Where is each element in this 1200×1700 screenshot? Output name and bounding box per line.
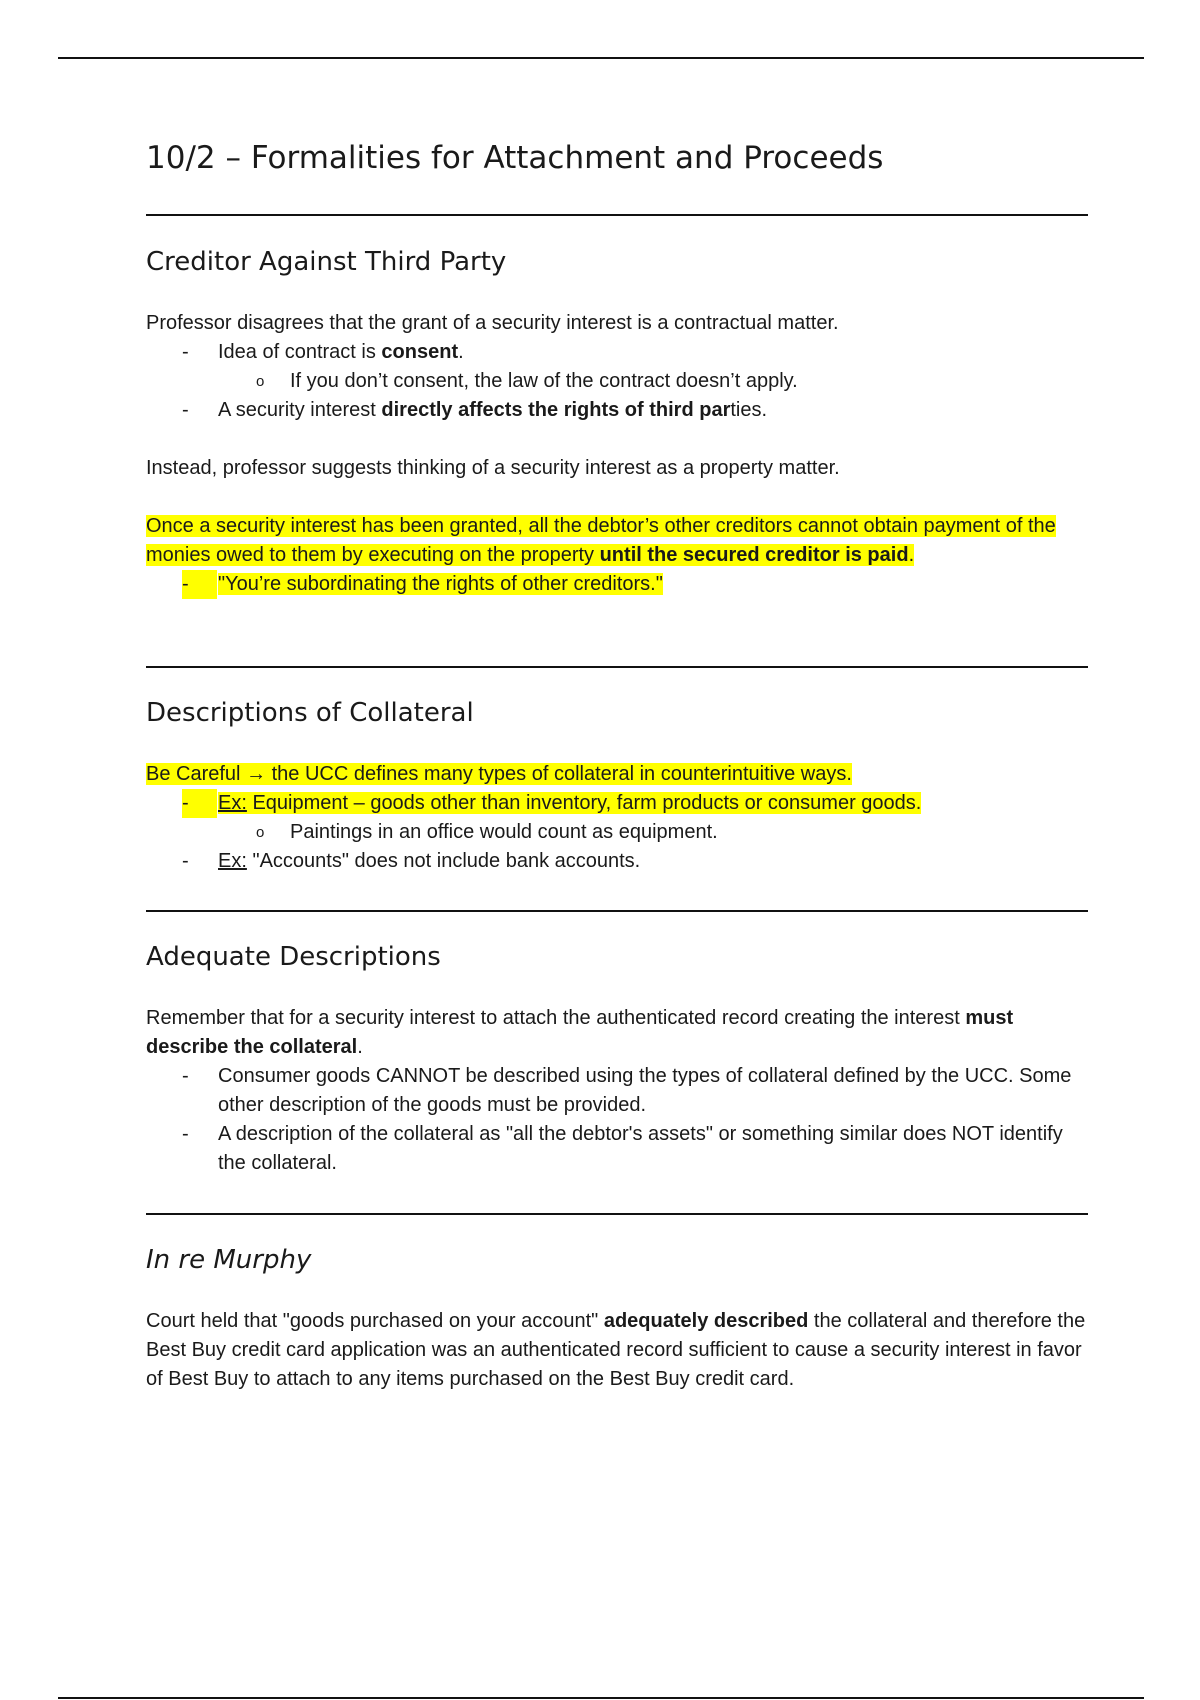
- section-divider: [146, 214, 1088, 216]
- bold-text: consent: [381, 341, 459, 363]
- section-heading: Creditor Against Third Party: [146, 247, 507, 277]
- circle-bullet: o: [256, 824, 265, 841]
- highlighted-text: Once a security interest has been granted, all the debtor’s other creditors cannot obtain payment of the monies owed to them by executing on the property: [146, 515, 1056, 566]
- list-item: [146, 1120, 1088, 1178]
- bold-text: adequately described: [603, 1310, 809, 1332]
- list-item: [146, 396, 1088, 425]
- highlighted-text: Be Careful: [146, 763, 247, 785]
- section-divider: [146, 666, 1088, 668]
- section-in-re-murphy: [146, 1243, 1088, 1394]
- paragraph-text: .: [357, 1036, 363, 1058]
- paragraph: [146, 1307, 1088, 1394]
- highlighted-text: "You’re subordinating the rights of other creditors.": [218, 573, 663, 595]
- dash-bullet: -: [182, 341, 189, 363]
- section-divider: [146, 1213, 1088, 1215]
- document-title: 10/2 – Formalities for Attachment and Proceeds: [146, 140, 884, 176]
- section-heading: Descriptions of Collateral: [146, 698, 474, 728]
- sub-list-item-text: If you don’t consent, the law of the contract doesn’t apply.: [290, 370, 798, 392]
- section-heading: Adequate Descriptions: [146, 942, 441, 972]
- sub-list-item-text: Paintings in an office would count as equipment.: [290, 821, 718, 843]
- dash-bullet: -: [182, 399, 189, 421]
- list-item: [146, 1062, 1088, 1120]
- list-item: [146, 847, 1088, 876]
- list-item-text: "Accounts" does not include bank accounts.: [246, 850, 641, 872]
- list-item: [146, 338, 1088, 367]
- paragraph-text: Court held that "goods purchased on your account": [146, 1310, 604, 1332]
- highlighted-text: the UCC defines many types of collateral in counterintuitive ways.: [266, 763, 852, 785]
- section-descriptions-of-collateral: [146, 696, 1088, 876]
- paragraph: Instead, professor suggests thinking of a security interest as a property matter.: [146, 457, 840, 479]
- paragraph: [146, 1004, 1088, 1062]
- highlighted-bold-text: until the secured creditor is paid: [599, 544, 909, 566]
- dash-bullet: -: [182, 1123, 189, 1145]
- list-item-text: ties.: [730, 399, 768, 421]
- page-top-rule: [58, 57, 1144, 59]
- dash-bullet: -: [182, 1065, 189, 1087]
- section-divider: [146, 910, 1088, 912]
- dash-bullet: -: [182, 570, 217, 599]
- arrow-icon: →: [246, 763, 267, 785]
- paragraph-text: the collateral and therefore the Best Buy credit card application was an authenticated record sufficient to cause a security interest in favor of Best Buy to attach to any items purchased on the Best Buy credit card.: [146, 1310, 1086, 1390]
- highlighted-paragraph: [146, 760, 1088, 789]
- list-item-text: A description of the collateral as "all the debtor's assets" or something similar does NOT identify the collateral.: [218, 1123, 1063, 1174]
- dash-bullet: -: [182, 789, 217, 818]
- highlighted-text: Equipment – goods other than inventory, farm products or consumer goods.: [246, 792, 922, 814]
- example-label: Ex:: [218, 792, 247, 814]
- sub-list-item: [146, 367, 1088, 396]
- list-item-text: Consumer goods CANNOT be described using the types of collateral defined by the UCC. Some other description of the goods must be provided.: [218, 1065, 1072, 1116]
- dash-bullet: -: [182, 850, 189, 872]
- list-item-text: Idea of contract is: [218, 341, 382, 363]
- highlighted-text: .: [908, 544, 915, 566]
- bold-text: directly affects the rights of third par: [381, 399, 731, 421]
- paragraph: Professor disagrees that the grant of a security interest is a contractual matter.: [146, 312, 839, 334]
- list-item-text: .: [458, 341, 464, 363]
- paragraph-text: Remember that for a security interest to attach the authenticated record creating the interest: [146, 1007, 966, 1029]
- section-creditor-against-third-party: [146, 245, 1088, 599]
- section-heading: In re Murphy: [146, 1245, 312, 1275]
- example-label: Ex:: [218, 850, 247, 872]
- page-bottom-rule: [58, 1697, 1144, 1699]
- list-item: [146, 789, 1088, 818]
- section-adequate-descriptions: [146, 940, 1088, 1178]
- list-item: [146, 570, 1088, 599]
- sub-list-item: [146, 818, 1088, 847]
- list-item-text: A security interest: [218, 399, 382, 421]
- circle-bullet: o: [256, 373, 265, 390]
- highlighted-paragraph: [146, 512, 1088, 570]
- bold-text: must describe the collateral: [146, 1007, 1014, 1058]
